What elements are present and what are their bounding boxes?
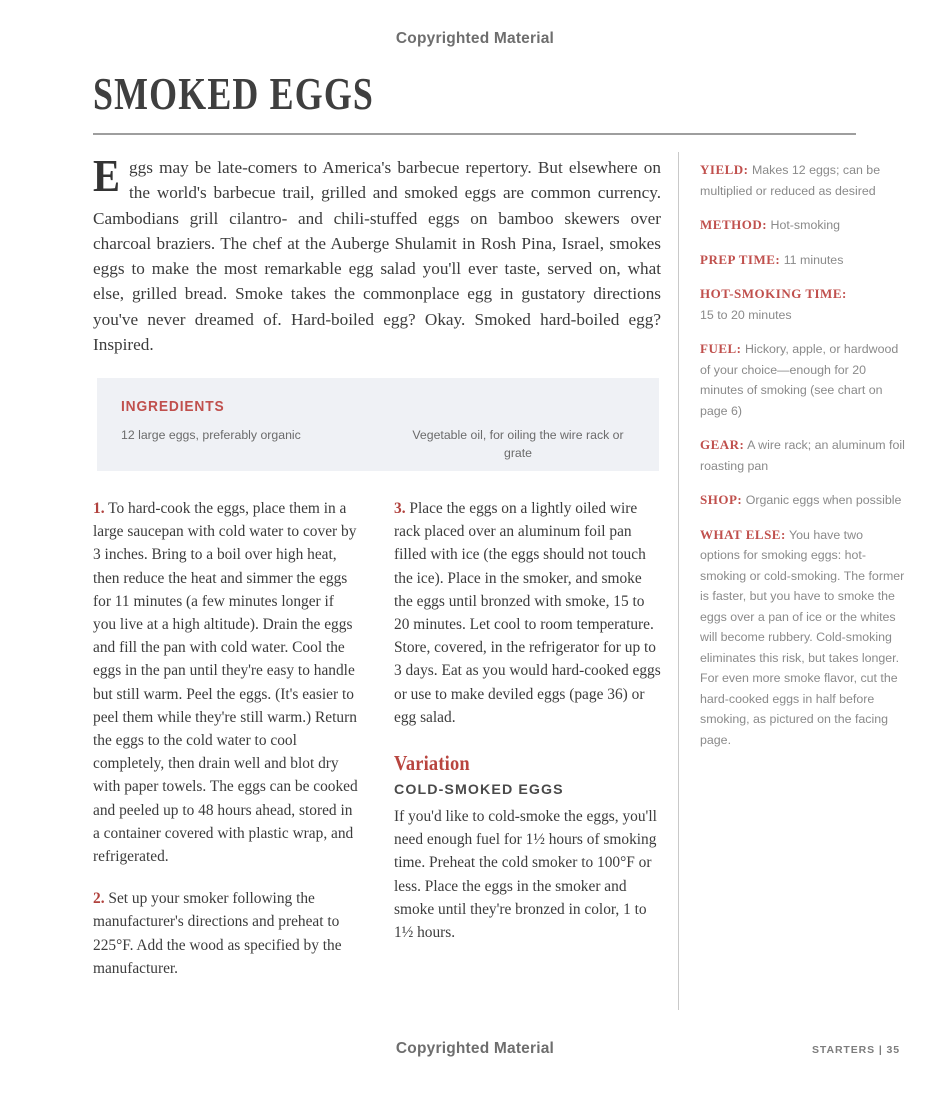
sidebar-entry-shop bbox=[700, 490, 905, 511]
recipe-info-sidebar bbox=[700, 160, 905, 750]
intro-paragraph bbox=[93, 151, 661, 357]
variation-body: If you'd like to cold-smoke the eggs, you'll need enough fuel for 1½ hours of smoking time. Preheat the cold smoker to 100°F or less. Place the eggs in the smoker and smoke until they're bronzed in color, 1 to 1½ hours. bbox=[394, 808, 657, 942]
title-divider bbox=[93, 133, 856, 135]
sidebar-value: Hot-smoking bbox=[770, 218, 841, 232]
sidebar-entry-yield bbox=[700, 160, 905, 201]
sidebar-value: You have two options for smoking eggs: hot-smoking or cold-smoking. The former is faster, but you have to smoke the eggs over a pan of ice or the whites will become rubbery. Cold-smoking eliminates this risk, but takes longer. For even more smoke flavor, cut the hard-cooked eggs in half before smoking, as pictured on the facing page. bbox=[700, 527, 905, 747]
page-folio: STARTERS | 35 bbox=[812, 1044, 900, 1056]
copyright-watermark-bottom: Copyrighted Material bbox=[395, 1040, 555, 1057]
sidebar-label: YIELD: bbox=[700, 162, 749, 177]
step-text: Place the eggs on a lightly oiled wire rack placed over an aluminum foil pan filled with ice (the eggs should not touch the ice). Place in the smoker, and smoke the eggs until bronzed with smoke, 15 to 20 minutes. Let cool to room temperature. Store, covered, in the refrigerator for up to 3 days. Eat as you would hard-cooked eggs or use to make deviled eggs (page 36) or egg salad. bbox=[394, 500, 661, 726]
instructions-column-right bbox=[394, 497, 661, 980]
sidebar-label: SHOP: bbox=[700, 492, 743, 507]
variation-heading: Variation bbox=[394, 751, 470, 776]
step-text: Set up your smoker following the manufacturer's directions and preheat to 225°F. Add the wood as specified by the manufacturer. bbox=[93, 890, 342, 977]
sidebar-value: Hickory, apple, or hardwood of your choice—enough for 20 minutes of smoking (see chart on page 6) bbox=[700, 342, 899, 418]
sidebar-label: PREP TIME: bbox=[700, 251, 781, 267]
sidebar-value: 11 minutes bbox=[783, 252, 844, 267]
sidebar-label: WHAT ELSE: bbox=[700, 526, 786, 542]
instruction-step bbox=[93, 887, 360, 980]
ingredient-item: 12 large eggs, preferably organic bbox=[121, 428, 301, 442]
step-number: 3. bbox=[394, 500, 406, 517]
sidebar-divider bbox=[678, 152, 679, 1010]
instructions-column-left bbox=[93, 497, 360, 980]
sidebar-value: 15 to 20 minutes bbox=[700, 307, 792, 322]
sidebar-entry-fuel bbox=[700, 339, 905, 421]
intro-text: ggs may be late-comers to America's barbecue repertory. But elsewhere on the world's barbecue trail, grilled and smoked eggs are common currency. Cambodians grill cilantro- and chili-stuffed eggs on bamboo skewers over charcoal braziers. The chef at the Auberge Shulamit in Rosh Pina, Israel, smokes eggs to make the most remarkable egg salad you'll ever taste, served on, what else, grilled bread. Smoke takes the commonplace egg in gustatory directions you've never dreamed of. Hard-boiled egg? Okay. Smoked hard-boiled egg? Inspired. bbox=[93, 158, 661, 355]
ingredients-heading: INGREDIENTS bbox=[121, 399, 225, 415]
instructions bbox=[93, 497, 661, 980]
sidebar-entry-gear bbox=[700, 435, 905, 476]
ingredient-item: Vegetable oil, for oiling the wire rack or grate bbox=[412, 428, 624, 460]
ingredients-list bbox=[121, 426, 639, 462]
ingredients-box bbox=[97, 378, 659, 471]
sidebar-entry-what-else bbox=[700, 525, 905, 751]
variation-subheading: COLD-SMOKED EGGS bbox=[394, 782, 564, 799]
step-number: 2. bbox=[93, 890, 105, 908]
sidebar-entry-hot-smoking-time bbox=[700, 284, 905, 325]
sidebar-value: Organic eggs when possible bbox=[745, 493, 902, 507]
main-content-column bbox=[93, 151, 661, 357]
step-number: 1. bbox=[93, 500, 105, 517]
drop-cap: E bbox=[93, 151, 121, 201]
instruction-step bbox=[93, 497, 360, 868]
page-title: SMOKED EGGS bbox=[93, 68, 375, 119]
sidebar-label: GEAR: bbox=[700, 437, 745, 452]
copyright-watermark-top: Copyrighted Material bbox=[395, 30, 555, 47]
sidebar-entry-prep-time bbox=[700, 250, 905, 271]
sidebar-value: Makes 12 eggs; can be multiplied or reduced as desired bbox=[700, 163, 881, 198]
instruction-step bbox=[394, 497, 661, 729]
sidebar-label: HOT-SMOKING TIME: bbox=[700, 286, 847, 301]
step-text: To hard-cook the eggs, place them in a large saucepan with cold water to cover by 3 inches. Bring to a boil over high heat, then reduce the heat and simmer the eggs for 11 minutes (a few minutes longer if you live at a high altitude). Drain the eggs and fill the pan with cold water. Cool the eggs in the pan until they're easy to handle but still warm. Peel the eggs. (It's easier to peel them while they're still warm.) Return the eggs to the cold water to cool completely, then drain well and blot dry with paper towels. The eggs can be cooked and peeled up to 48 hours ahead, stored in a container covered with plastic wrap, and refrigerated. bbox=[93, 500, 358, 866]
sidebar-label: FUEL: bbox=[700, 341, 742, 356]
sidebar-value: A wire rack; an aluminum foil roasting pan bbox=[700, 438, 905, 473]
sidebar-entry-method bbox=[700, 215, 905, 236]
sidebar-label: METHOD: bbox=[700, 217, 768, 232]
